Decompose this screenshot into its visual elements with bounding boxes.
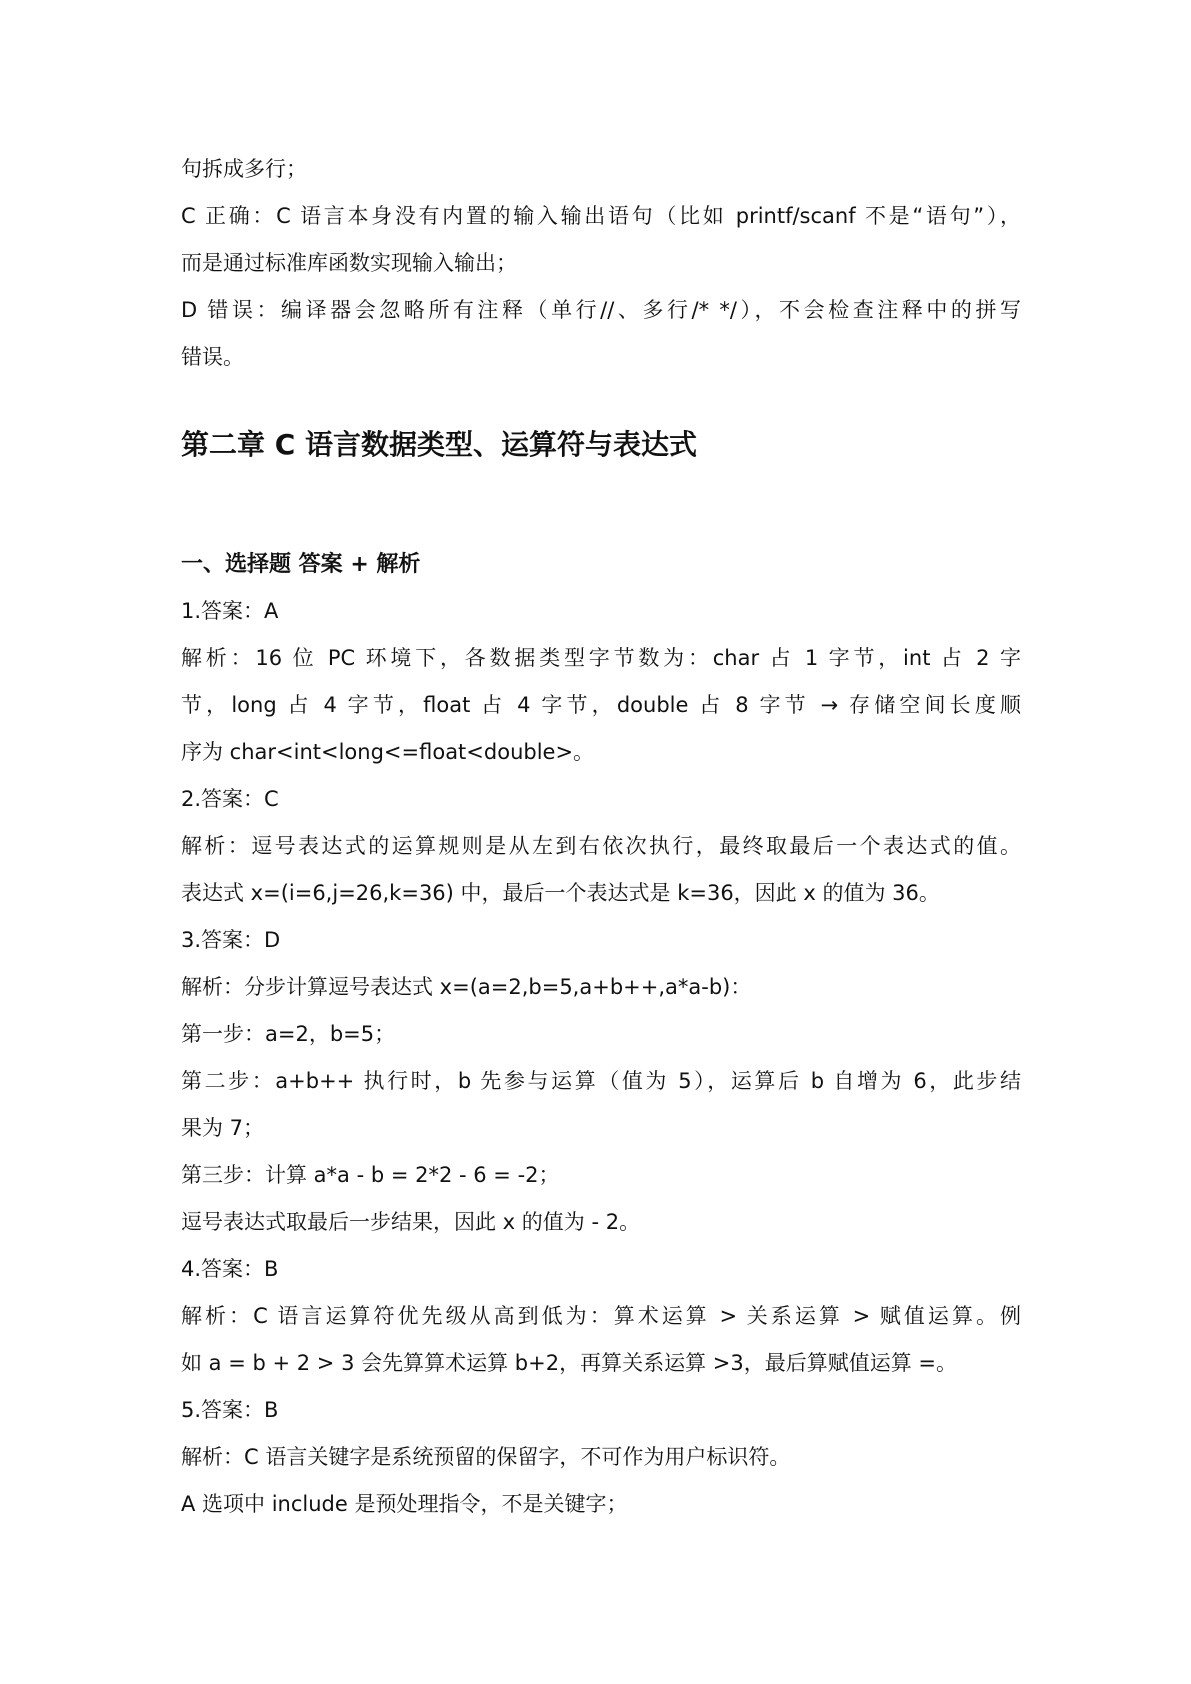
text-line: 果为 7；	[181, 1116, 265, 1140]
text-line: 序为 char<int<long<=float<double>。	[181, 740, 595, 764]
answer-line: 2.答案：C	[181, 787, 279, 811]
section-title: 一、选择题 答案 + 解析	[181, 552, 421, 577]
answer-line: 5.答案：B	[181, 1398, 279, 1422]
text-line: D 错误：编译器会忽略所有注释（单行//、多行/* */），不会检查注释中的拼写	[181, 298, 1021, 322]
text-line: 错误。	[181, 345, 244, 369]
text-line: 而是通过标准库函数实现输入输出；	[181, 251, 517, 275]
text-line: 表达式 x=(i=6,j=26,k=36) 中，最后一个表达式是 k=36，因此 x 的值为 36。	[181, 881, 940, 905]
text-line: 第三步：计算 a*a - b = 2*2 - 6 = -2；	[181, 1163, 560, 1187]
text-line: 逗号表达式取最后一步结果，因此 x 的值为 - 2。	[181, 1210, 641, 1234]
text-line: 第一步：a=2，b=5；	[181, 1022, 396, 1046]
text-line: 第二步：a+b++ 执行时，b 先参与运算（值为 5），运算后 b 自增为 6，此步结	[181, 1069, 1021, 1093]
text-line: 解析：逗号表达式的运算规则是从左到右依次执行，最终取最后一个表达式的值。	[181, 834, 1021, 858]
chapter-title: 第二章 C 语言数据类型、运算符与表达式	[181, 428, 698, 461]
text-line: 解析：C 语言关键字是系统预留的保留字，不可作为用户标识符。	[181, 1445, 791, 1469]
answer-line: 1.答案：A	[181, 599, 279, 623]
text-line: 句拆成多行；	[181, 157, 307, 181]
text-line: 解析：C 语言运算符优先级从高到低为：算术运算 > 关系运算 > 赋值运算。例	[181, 1304, 1021, 1328]
text-line: A 选项中 include 是预处理指令，不是关键字；	[181, 1492, 628, 1516]
document-content	[181, 146, 1021, 1528]
text-line: C 正确：C 语言本身没有内置的输入输出语句（比如 printf/scanf 不是“语句”），	[181, 204, 1021, 228]
text-line: 如 a = b + 2 > 3 会先算算术运算 b+2，再算关系运算 >3，最后算赋值运算 =。	[181, 1351, 957, 1375]
text-line: 节，long 占 4 字节，float 占 4 字节，double 占 8 字节 → 存储空间长度顺	[181, 693, 1021, 717]
text-line: 解析：分步计算逗号表达式 x=(a=2,b=5,a+b++,a*a-b)：	[181, 975, 752, 999]
answer-line: 4.答案：B	[181, 1257, 279, 1281]
text-line: 解析：16 位 PC 环境下，各数据类型字节数为：char 占 1 字节，int 占 2 字	[181, 646, 1021, 670]
answer-line: 3.答案：D	[181, 928, 281, 952]
